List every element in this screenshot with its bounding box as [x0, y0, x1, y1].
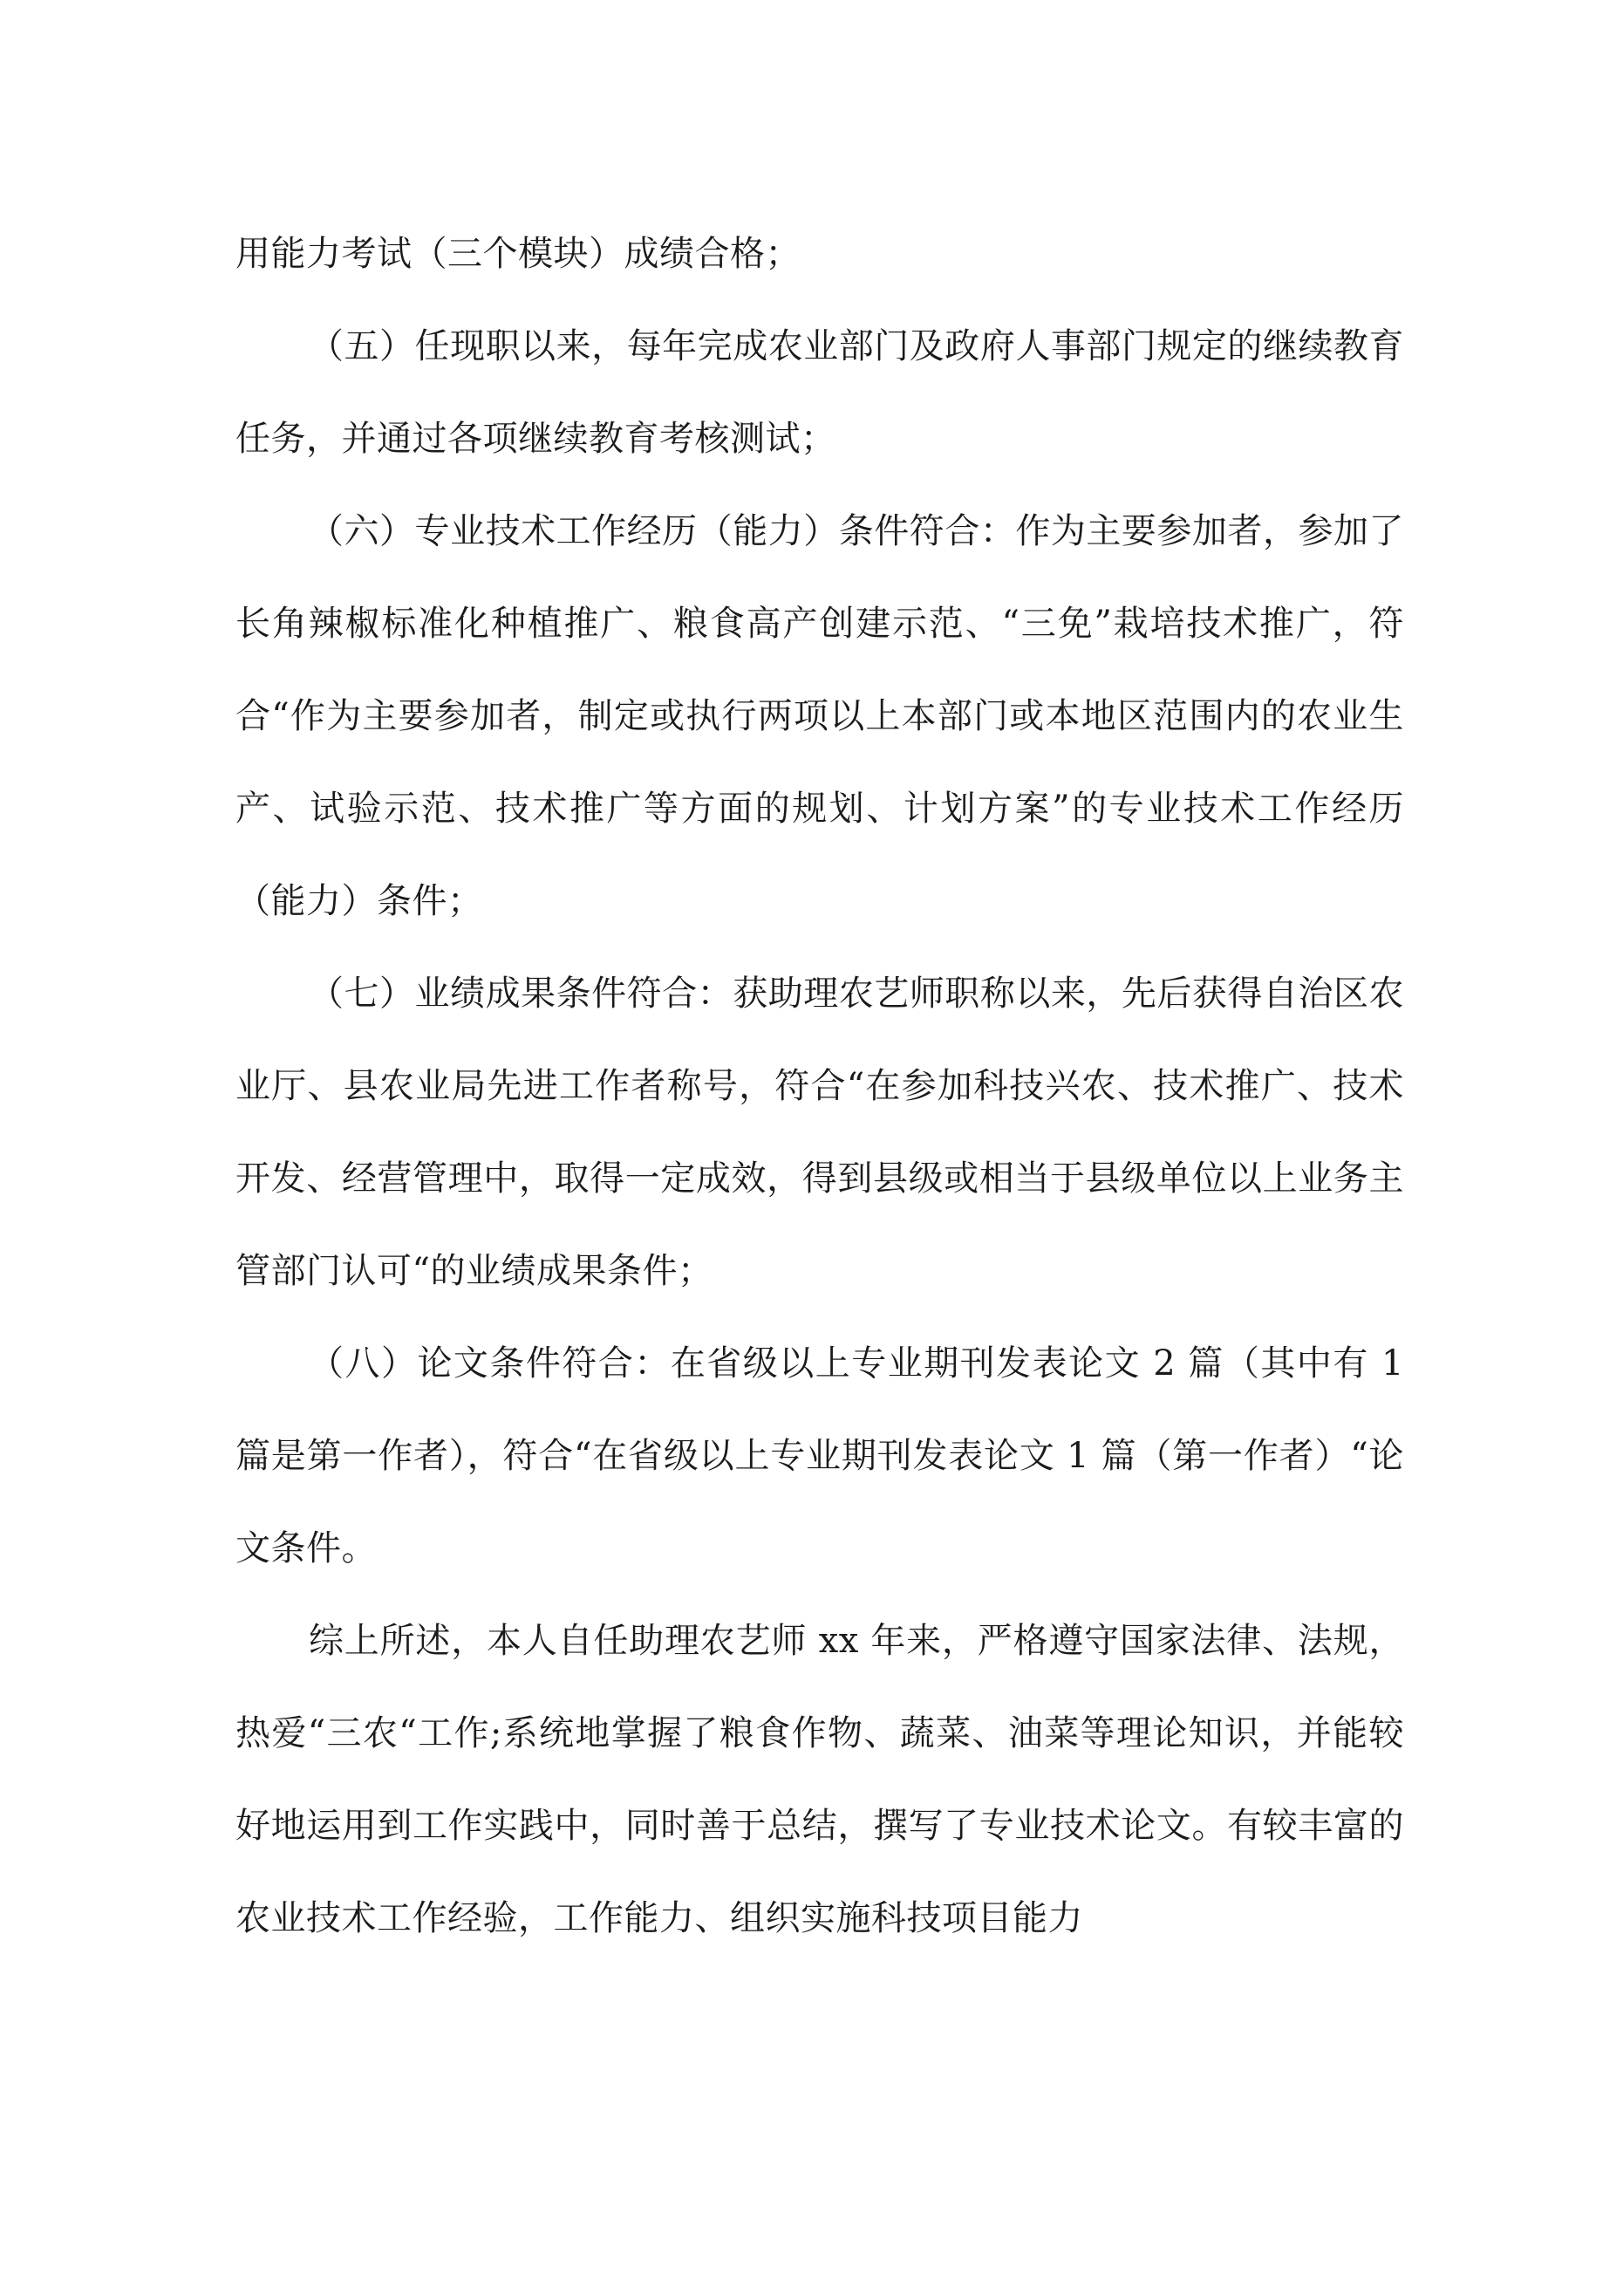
paragraph-item-5: （五）任现职以来，每年完成农业部门及政府人事部门规定的继续教育任务，并通过各项继续教育考核测试；	[235, 326, 1404, 459]
paragraph-item-8: （八）论文条件符合：在省级以上专业期刊发表论文 2 篇（其中有 1 篇是第一作者），符合“在省级以上专业期刊发表论文 1 篇（第一作者）“论文条件。	[235, 1343, 1404, 1568]
paragraph-summary: 综上所述，本人自任助理农艺师 xx 年来，严格遵守国家法律、法规，热爱“三农“工作;系统地掌握了粮食作物、蔬菜、油菜等理论知识，并能较好地运用到工作实践中，同时善于总结，撰写了专业技术论文。有较丰富的农业技术工作经验，工作能力、组织实施科技项目能力	[235, 1621, 1404, 1938]
paragraph-item-7: （七）业绩成果条件符合：获助理农艺师职称以来，先后获得自治区农业厅、县农业局先进工作者称号，符合“在参加科技兴农、技术推广、技术开发、经营管理中，取得一定成效，得到县级或相当于县级单位以上业务主管部门认可“的业绩成果条件；	[235, 974, 1404, 1291]
document-body	[235, 208, 1404, 1965]
paragraph-item-6: （六）专业技术工作经历（能力）条件符合：作为主要参加者，参加了长角辣椒标准化种植推广、粮食高产创建示范、“三免”栽培技术推广，符合“作为主要参加者，制定或执行两项以上本部门或本地区范围内的农业生产、试验示范、技术推广等方面的规划、计划方案”的专业技术工作经历（能力）条件；	[235, 511, 1404, 921]
paragraph-continuation: 用能力考试（三个模块）成绩合格；	[235, 234, 801, 274]
